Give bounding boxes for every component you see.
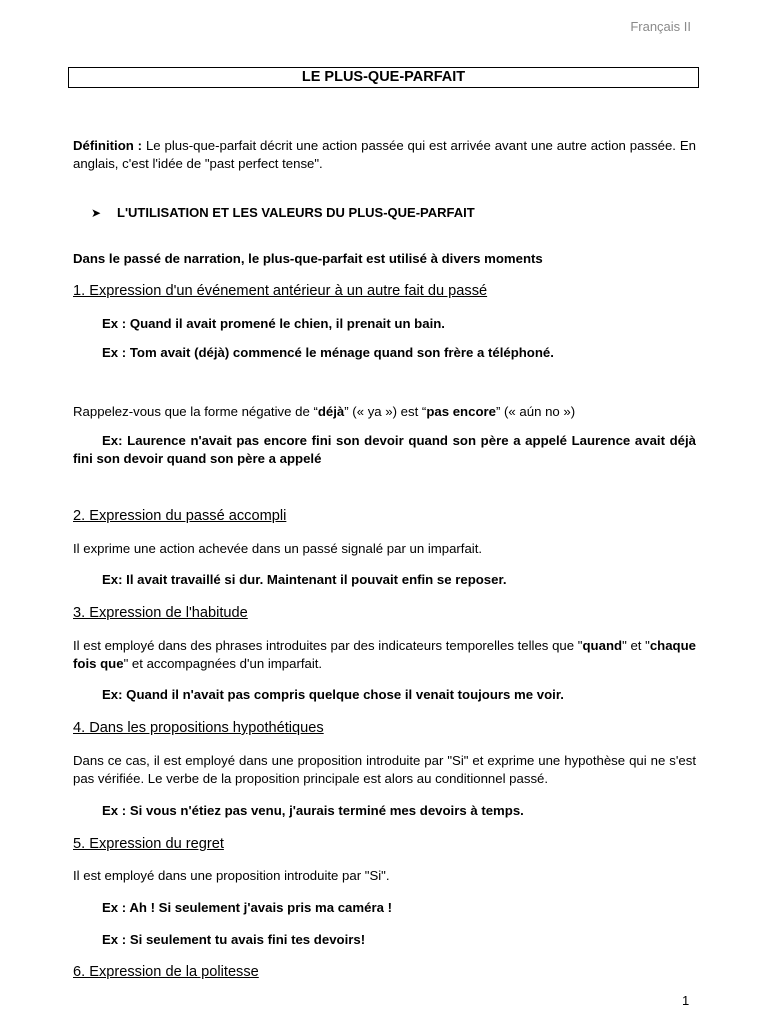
text-3-bold-quand: quand xyxy=(582,638,623,653)
heading-1: 1. Expression d'un événement antérieur à un autre fait du passé xyxy=(73,283,488,299)
text-3-part-2: " et " xyxy=(622,638,650,653)
example-1b: Ex : Tom avait (déjà) commencé le ménage quand son frère a téléphoné. xyxy=(102,345,554,360)
reminder-paragraph xyxy=(73,403,696,421)
page-number: 1 xyxy=(682,993,690,1008)
text-3-part-1: Il est employé dans des phrases introduites par des indicateurs temporelles telles que " xyxy=(73,638,583,653)
text-4: Dans ce cas, il est employé dans une proposition introduite par "Si" et exprime une hypothèse qui ne s'est pas vérifiée. Le verbe de la proposition principale est alors au conditionnel passé. xyxy=(73,753,696,786)
section-title xyxy=(91,204,475,222)
intro-text: Dans le passé de narration, le plus-que-parfait est utilisé à divers moments xyxy=(73,251,543,266)
text-2: Il exprime une action achevée dans un passé signalé par un imparfait. xyxy=(73,541,483,556)
definition-text: Le plus-que-parfait décrit une action passée qui est arrivée avant une autre action passée. En anglais, c'est l'idée de "past perfect tense". xyxy=(73,138,696,171)
section-title-text: L'UTILISATION ET LES VALEURS DU PLUS-QUE-PARFAIT xyxy=(117,205,475,220)
heading-5: 5. Expression du regret xyxy=(73,836,224,852)
example-5a: Ex : Ah ! Si seulement j'avais pris ma caméra ! xyxy=(102,900,392,915)
reminder-text-1: Rappelez-vous que la forme négative de “ xyxy=(73,404,318,419)
heading-4: 4. Dans les propositions hypothétiques xyxy=(73,720,324,736)
heading-3: 3. Expression de l'habitude xyxy=(73,605,248,621)
definition-paragraph xyxy=(73,137,696,173)
reminder-bold-deja: déjà xyxy=(317,404,345,419)
reminder-text-2: ” (« ya ») est “ xyxy=(344,404,427,419)
arrowhead-bullet-icon: ➤ xyxy=(91,206,102,220)
example-5b: Ex : Si seulement tu avais fini tes devoirs! xyxy=(102,932,366,947)
definition-label: Définition : xyxy=(73,138,143,153)
example-reminder: Ex: Laurence n'avait pas encore fini son devoir quand son père a appelé Laurence avait déjà fini son devoir quand son père a appelé xyxy=(73,433,696,466)
example-2: Ex: Il avait travaillé si dur. Maintenant il pouvait enfin se reposer. xyxy=(102,572,507,587)
page-title: LE PLUS-QUE-PARFAIT xyxy=(68,67,699,88)
text-5: Il est employé dans une proposition introduite par "Si". xyxy=(73,868,390,883)
example-1a: Ex : Quand il avait promené le chien, il prenait un bain. xyxy=(102,316,445,331)
course-header: Français II xyxy=(630,19,691,34)
example-4: Ex : Si vous n'étiez pas venu, j'aurais terminé mes devoirs à temps. xyxy=(102,803,524,818)
text-3-bold-chaque-fois-que: chaque fois que xyxy=(73,638,696,671)
heading-2: 2. Expression du passé accompli xyxy=(73,508,287,524)
text-3-part-3: " et accompagnées d'un imparfait. xyxy=(123,656,323,671)
text-3 xyxy=(73,637,696,673)
heading-6: 6. Expression de la politesse xyxy=(73,964,259,980)
reminder-text-3: ” (« aún no ») xyxy=(495,404,576,419)
example-3: Ex: Quand il n'avait pas compris quelque chose il venait toujours me voir. xyxy=(102,687,564,702)
reminder-bold-pas-encore: pas encore xyxy=(426,404,496,419)
